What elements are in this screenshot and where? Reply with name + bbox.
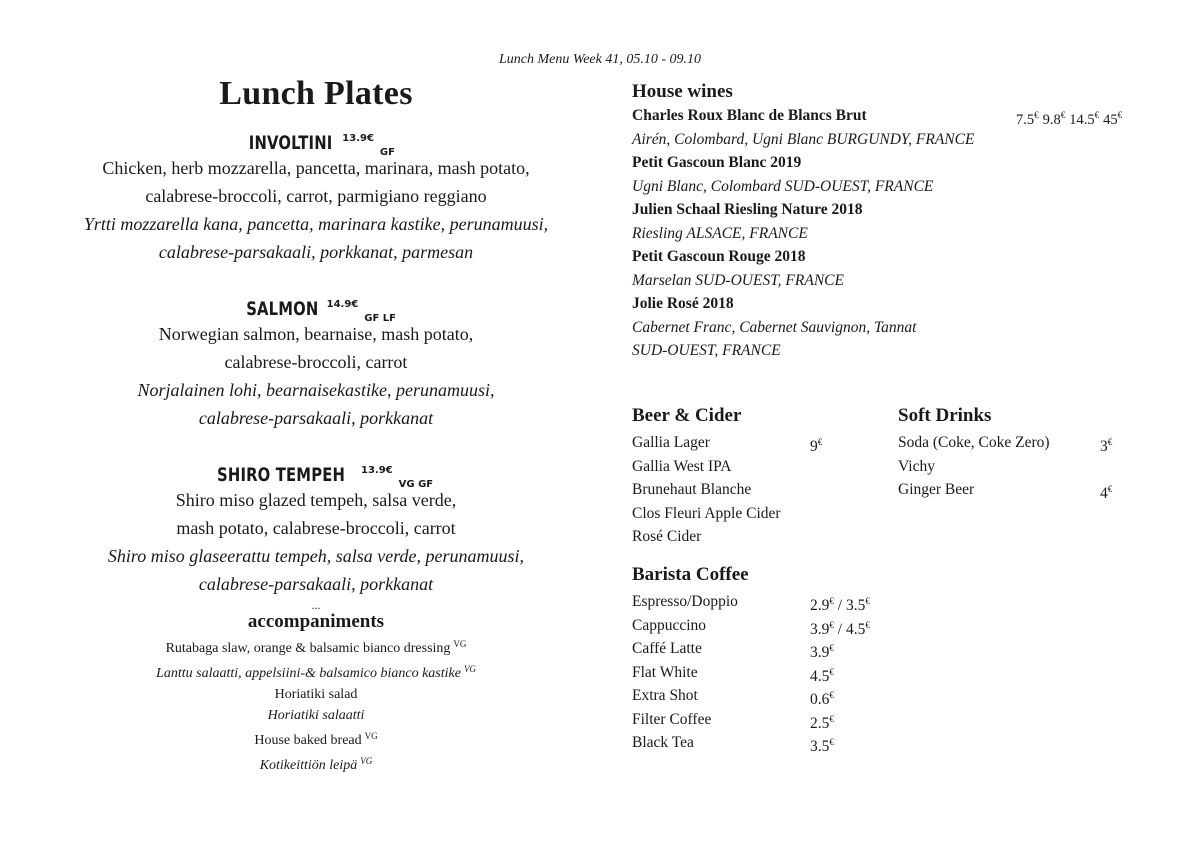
price-value-double: 4.5 — [845, 620, 866, 638]
menu-item — [632, 478, 872, 502]
currency-symbol: € — [1034, 110, 1039, 120]
wine-item — [632, 245, 1152, 292]
price-value: 9 — [810, 438, 818, 455]
currency-symbol: € — [1117, 110, 1123, 120]
menu-item — [632, 614, 870, 638]
price-value: 4.5 — [810, 667, 830, 685]
price-separator: / — [833, 597, 846, 614]
item-name: Black Tea — [632, 734, 694, 751]
accompaniment-item — [30, 751, 602, 776]
item-price — [1100, 478, 1112, 506]
accompaniment-item — [30, 726, 602, 751]
accompaniment-item — [30, 705, 602, 726]
barista-coffee-section — [632, 563, 870, 755]
beer-cider-title: Beer & Cider — [632, 405, 742, 426]
barista-coffee-title: Barista Coffee — [632, 564, 749, 585]
dish-description-line: Norwegian salmon, bearnaise, mash potato, — [158, 324, 474, 344]
price-value: 3.9 — [810, 620, 830, 638]
dish-shiro-tempeh — [30, 456, 602, 598]
wine-name: Petit Gascoun Blanc 2019 — [632, 154, 802, 171]
beer-cider-column — [632, 404, 872, 549]
dish-involtini — [30, 124, 602, 266]
dish-price: 14.9€ — [326, 299, 359, 310]
soft-drinks-title: Soft Drinks — [898, 405, 992, 426]
price-value: 3.9 — [810, 644, 830, 661]
accompaniment-text: Horiatiki salaatti — [267, 708, 365, 723]
accompaniments-title: accompaniments — [247, 611, 385, 632]
house-wines-section — [632, 80, 1152, 363]
dish-description-fi-line: calabrese-parsakaali, porkkanat — [198, 574, 434, 594]
soft-drinks-list — [898, 431, 1138, 502]
currency-symbol: € — [829, 666, 834, 677]
menu-item — [632, 590, 870, 614]
separator-dots: ... — [311, 598, 321, 612]
accompaniment-text: Kotikeittiön leipä — [259, 758, 358, 773]
menu-item — [898, 478, 1138, 502]
wine-item — [632, 198, 1152, 245]
diet-tag: VG — [453, 639, 467, 649]
item-name: Ginger Beer — [898, 481, 975, 498]
menu-item — [632, 502, 872, 526]
wine-grapes-region: SUD-OUEST, FRANCE — [632, 342, 781, 359]
menu-item — [632, 661, 834, 685]
price-value: 3 — [1100, 438, 1108, 455]
wine-name: Petit Gascoun Rouge 2018 — [632, 248, 806, 265]
item-name: Gallia West IPA — [632, 457, 732, 475]
menu-item — [632, 455, 872, 479]
accompaniment-text: Rutabaga slaw, orange & balsamic bianco dressing — [165, 641, 451, 656]
dish-description-fi-line: Norjalainen lohi, bearnaisekastike, perunamuusi, — [137, 380, 495, 400]
wine-grapes-region: Airén, Colombard, Ugni Blanc BURGUNDY, FRANCE — [632, 130, 975, 148]
wine-name: Charles Roux Blanc de Blancs Brut — [632, 107, 867, 124]
currency-symbol: € — [829, 643, 834, 653]
dish-price: 13.9€ — [342, 133, 374, 144]
item-name: Soda (Coke, Coke Zero) — [898, 434, 1050, 451]
dish-description-fi-line: calabrese-parsakaali, porkkanat — [198, 408, 434, 428]
price-value: 4 — [1100, 485, 1108, 502]
dish-diet-tags: GF LF — [364, 313, 397, 324]
currency-symbol: € — [829, 737, 834, 747]
item-name: Rosé Cider — [632, 528, 702, 545]
wine-grapes-region: Marselan SUD-OUEST, FRANCE — [632, 271, 844, 289]
item-name: Vichy — [898, 457, 935, 475]
wine-name: Jolie Rosé 2018 — [632, 295, 734, 312]
currency-symbol: € — [865, 596, 870, 606]
currency-symbol: € — [817, 437, 823, 447]
house-wines-title: House wines — [632, 81, 733, 102]
wine-name: Julien Schaal Riesling Nature 2018 — [632, 201, 863, 218]
menu-item — [632, 708, 834, 732]
diet-tag: VG — [360, 756, 373, 766]
wine-price: 45 — [1103, 112, 1118, 128]
beer-list — [632, 431, 872, 549]
menu-item — [898, 455, 1138, 479]
currency-symbol: € — [829, 596, 834, 606]
currency-symbol: € — [1060, 110, 1066, 120]
dish-diet-tags: VG GF — [398, 479, 434, 490]
item-price — [810, 731, 834, 759]
currency-symbol: € — [865, 619, 870, 630]
dish-diet-tags: GF — [379, 147, 395, 158]
wine-item — [632, 104, 1152, 151]
price-value: 3.5 — [810, 738, 830, 755]
dish-name: INVOLTINI — [248, 132, 333, 154]
menu-item — [898, 431, 1138, 455]
price-value: 2.9 — [810, 597, 830, 614]
wine-price: 14.5 — [1069, 112, 1095, 128]
accompaniment-text: Lanttu salaatti, appelsiini-& balsamico bianco kastike — [156, 666, 461, 681]
dish-price: 13.9€ — [361, 465, 393, 476]
wine-grapes-region: Cabernet Franc, Cabernet Sauvignon, Tannat — [632, 318, 917, 336]
menu-item — [632, 525, 872, 549]
price-value: 0.6 — [810, 691, 830, 708]
menu-item — [632, 431, 872, 455]
item-name: Clos Fleuri Apple Cider — [632, 504, 781, 522]
accompaniment-item — [30, 684, 602, 705]
item-name: Caffé Latte — [632, 640, 702, 657]
item-name: Espresso/Doppio — [632, 593, 738, 610]
accompaniment-item — [30, 634, 602, 659]
dish-name: SHIRO TEMPEH — [216, 464, 345, 486]
item-name: Extra Shot — [632, 687, 698, 704]
accompaniments-list — [30, 634, 602, 776]
currency-symbol: € — [829, 713, 834, 724]
dish-description-line: calabrese-broccoli, carrot, parmigiano reggiano — [145, 186, 487, 206]
lunch-plates-section — [30, 72, 602, 776]
currency-symbol: € — [1094, 110, 1100, 120]
price-separator: / — [833, 620, 846, 638]
item-name: Filter Coffee — [632, 710, 712, 728]
wine-item — [632, 292, 1152, 363]
currency-symbol: € — [829, 619, 834, 630]
dish-description-line: calabrese-broccoli, carrot — [224, 352, 408, 372]
accompaniment-text: House baked bread — [254, 733, 362, 748]
dish-name: SALMON — [246, 298, 319, 320]
item-name: Flat White — [632, 663, 698, 681]
wine-grapes-region: Riesling ALSACE, FRANCE — [632, 224, 808, 242]
dish-description-line: Chicken, herb mozzarella, pancetta, marinara, mash potato, — [102, 158, 530, 178]
menu-item — [632, 731, 834, 755]
accompaniment-text: Horiatiki salad — [274, 687, 358, 702]
wine-grapes-region: Ugni Blanc, Colombard SUD-OUEST, FRANCE — [632, 177, 934, 195]
accompaniment-item — [30, 659, 602, 684]
price-value: 2.5 — [810, 714, 830, 732]
lunch-plates-title: Lunch Plates — [219, 75, 413, 112]
item-name: Gallia Lager — [632, 434, 710, 451]
diet-tag: VG — [364, 731, 378, 741]
dish-description-fi-line: Shiro miso glaseerattu tempeh, salsa verde, perunamuusi, — [107, 546, 525, 566]
wine-price-list — [1016, 104, 1126, 133]
menu-item — [632, 684, 834, 708]
soft-drinks-column — [898, 404, 1138, 502]
currency-symbol: € — [1107, 484, 1113, 494]
wine-price: 9.8 — [1042, 112, 1061, 128]
currency-symbol: € — [1107, 437, 1113, 447]
wine-item — [632, 151, 1152, 198]
currency-symbol: € — [829, 690, 834, 700]
dish-description-line: Shiro miso glazed tempeh, salsa verde, — [175, 490, 457, 510]
wine-price: 7.5 — [1016, 112, 1035, 128]
dish-description-fi-line: Yrtti mozzarella kana, pancetta, marinara kastike, perunamuusi, — [83, 214, 549, 234]
dish-salmon — [30, 290, 602, 432]
item-name: Cappuccino — [632, 616, 707, 634]
price-value-double: 3.5 — [845, 597, 866, 614]
item-name: Brunehaut Blanche — [632, 481, 752, 498]
dish-description-fi-line: calabrese-parsakaali, porkkanat, parmesan — [158, 242, 474, 262]
wine-list — [632, 104, 1152, 363]
diet-tag: VG — [463, 664, 476, 674]
menu-week-line: Lunch Menu Week 41, 05.10 - 09.10 — [498, 52, 702, 67]
menu-item — [632, 637, 834, 661]
coffee-list — [632, 590, 870, 755]
dish-description-line: mash potato, calabrese-broccoli, carrot — [176, 518, 456, 538]
